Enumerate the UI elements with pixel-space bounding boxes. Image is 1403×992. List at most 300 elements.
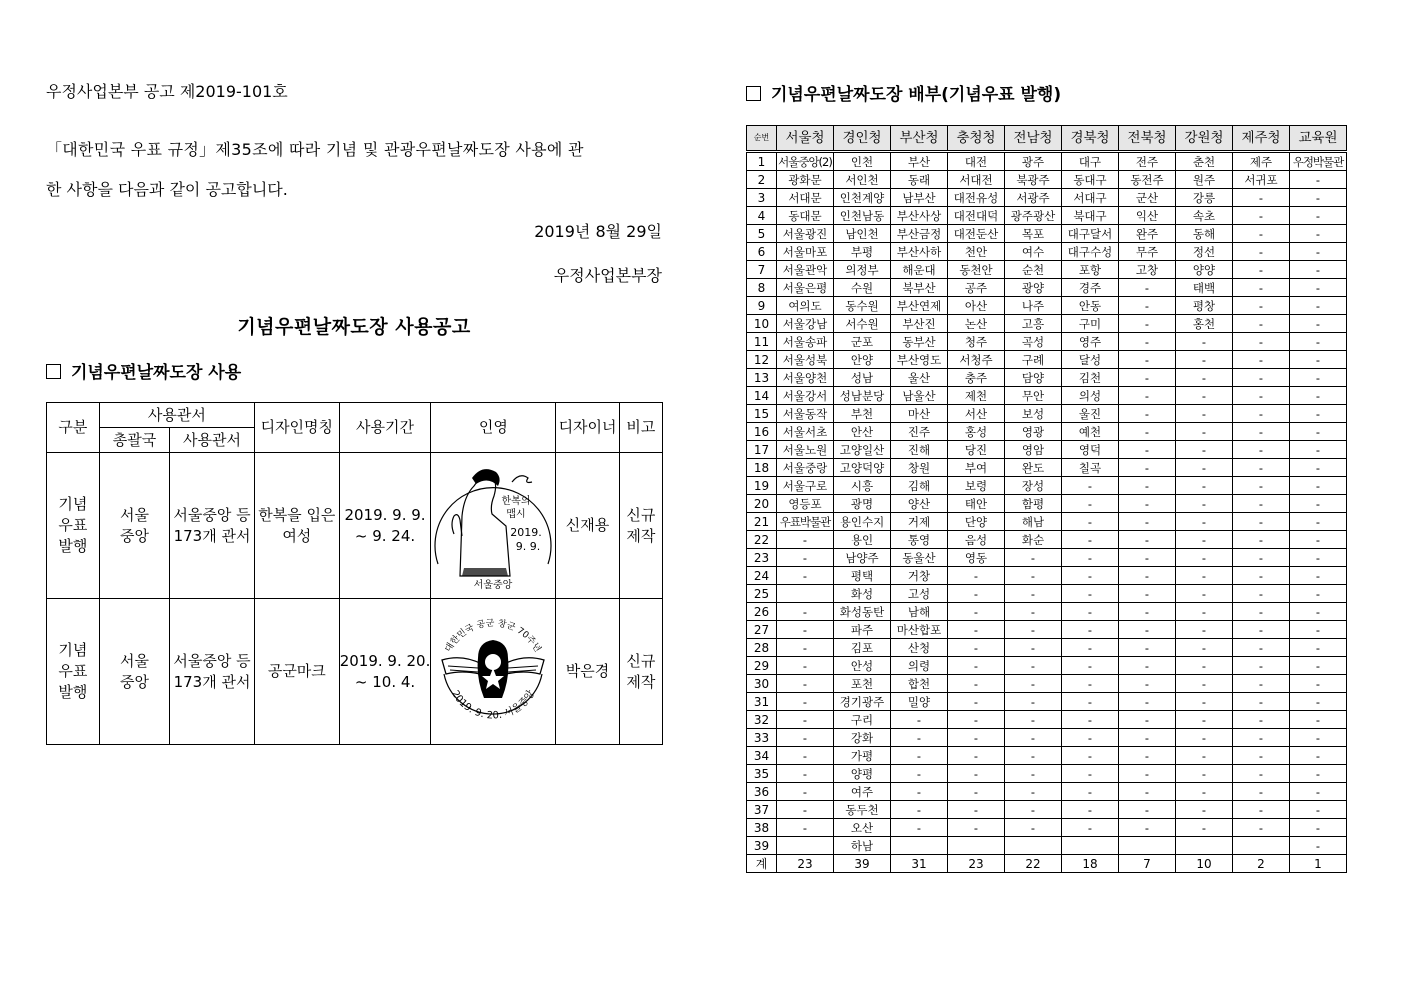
office-cell: 안양 [834, 351, 891, 369]
office-cell: - [1290, 675, 1347, 693]
office-cell: - [1005, 693, 1062, 711]
office-cell: 평택 [834, 567, 891, 585]
office-cell: - [1290, 819, 1347, 837]
office-cell: 함평 [1005, 495, 1062, 513]
office-cell: - [1233, 189, 1290, 207]
office-cell [948, 837, 1005, 855]
seq-cell: 11 [747, 333, 777, 351]
office-cell: - [777, 657, 834, 675]
impression-cell [431, 453, 556, 599]
office-cell: 서대전 [948, 171, 1005, 189]
office-cell: - [1176, 639, 1233, 657]
office-cell: 동천안 [948, 261, 1005, 279]
office-cell: - [1005, 585, 1062, 603]
office-cell: - [1290, 225, 1347, 243]
remark-cell [619, 453, 662, 599]
office-cell: 동해 [1176, 225, 1233, 243]
seq-cell: 5 [747, 225, 777, 243]
office-cell: 부천 [834, 405, 891, 423]
office-cell: - [777, 711, 834, 729]
table-row [747, 603, 1347, 621]
office-cell: - [1290, 387, 1347, 405]
head-office-line: 중앙 [120, 526, 149, 545]
office-cell: - [891, 819, 948, 837]
office-cell: - [1290, 657, 1347, 675]
office-cell: 목포 [1005, 225, 1062, 243]
office-cell: 태백 [1176, 279, 1233, 297]
header-region: 제주청 [1233, 126, 1290, 152]
office-cell: - [1233, 621, 1290, 639]
office-cell [777, 837, 834, 855]
office-cell: 인천계양 [834, 189, 891, 207]
office-cell: 부산금정 [891, 225, 948, 243]
notice-date: 2019년 8월 29일 [534, 222, 662, 241]
office-cell: - [1119, 819, 1176, 837]
seq-cell: 38 [747, 819, 777, 837]
office-cell: 순천 [1005, 261, 1062, 279]
office-cell: 완주 [1119, 225, 1176, 243]
office-cell: - [1290, 243, 1347, 261]
seq-cell: 31 [747, 693, 777, 711]
office-cell: 담양 [1005, 369, 1062, 387]
remark-cell [619, 599, 662, 745]
office-cell: 정선 [1176, 243, 1233, 261]
office-cell: - [777, 801, 834, 819]
office-cell: - [948, 765, 1005, 783]
office-cell: - [1233, 279, 1290, 297]
office-cell: - [1062, 531, 1119, 549]
office-cell: - [1005, 747, 1062, 765]
office-cell: - [948, 801, 1005, 819]
office-cell: 칠곡 [1062, 459, 1119, 477]
office-cell: - [1062, 693, 1119, 711]
office-cell: - [1233, 783, 1290, 801]
office-cell: - [1062, 747, 1119, 765]
office-cell: 논산 [948, 315, 1005, 333]
office-cell: - [1062, 585, 1119, 603]
office-cell: 공주 [948, 279, 1005, 297]
office-cell: - [777, 675, 834, 693]
period-line: 2019. 9. 9. [344, 505, 426, 524]
category-cell [47, 599, 100, 745]
seq-cell: 23 [747, 549, 777, 567]
checkbox-square-icon [46, 364, 61, 379]
category-cell [47, 453, 100, 599]
office-cell: - [1062, 549, 1119, 567]
office-cell: 달성 [1062, 351, 1119, 369]
office-cell: 안성 [834, 657, 891, 675]
office-cell: 서울강서 [777, 387, 834, 405]
design-name-line: 여성 [282, 526, 312, 545]
office-cell: 장성 [1005, 477, 1062, 495]
office-cell: 대전대덕 [948, 207, 1005, 225]
table-row [747, 747, 1347, 765]
office-cell: - [1176, 765, 1233, 783]
office-cell: - [1233, 459, 1290, 477]
office-cell: - [1119, 405, 1176, 423]
office-cell: - [1233, 747, 1290, 765]
header-region: 전남청 [1005, 126, 1062, 152]
office-cell: 창원 [891, 459, 948, 477]
total-count: 22 [1005, 855, 1062, 873]
office-cell: - [1233, 765, 1290, 783]
total-count: 39 [834, 855, 891, 873]
office-cell: - [1233, 729, 1290, 747]
office-cell: - [1062, 657, 1119, 675]
header-period: 사용기간 [339, 403, 431, 453]
office-cell: - [1176, 747, 1233, 765]
office-cell: 의성 [1062, 387, 1119, 405]
office-cell: - [1176, 369, 1233, 387]
office-cell: 태안 [948, 495, 1005, 513]
office-cell: - [1176, 729, 1233, 747]
office-cell: - [1233, 297, 1290, 315]
seq-cell: 36 [747, 783, 777, 801]
category-line: 기념 [58, 641, 88, 659]
period-line: ~ 9. 24. [354, 526, 416, 545]
office-cell [891, 837, 948, 855]
office-cell: 서광주 [1005, 189, 1062, 207]
office-cell: - [1233, 549, 1290, 567]
office-cell: - [1233, 207, 1290, 225]
office-cell: - [1062, 603, 1119, 621]
office-cell: - [891, 729, 948, 747]
office-cell: - [1119, 477, 1176, 495]
office-cell: 대전유성 [948, 189, 1005, 207]
office-cell: - [1062, 621, 1119, 639]
office-cell: 천안 [948, 243, 1005, 261]
office-cell: - [948, 639, 1005, 657]
office-cell: 인천남동 [834, 207, 891, 225]
designer-cell: 박은경 [556, 599, 620, 745]
distribution-section-title [746, 80, 1346, 105]
office-cell: 서귀포 [1233, 171, 1290, 189]
office-cell: 광주 [1005, 152, 1062, 171]
table-row [747, 441, 1347, 459]
table-row [747, 189, 1347, 207]
category-line: 발행 [58, 683, 88, 701]
table-row [747, 459, 1347, 477]
office-cell: 영주 [1062, 333, 1119, 351]
office-cell [1233, 837, 1290, 855]
office-cell: 남울산 [891, 387, 948, 405]
header-region: 부산청 [891, 126, 948, 152]
office-cell: 고양덕양 [834, 459, 891, 477]
office-cell: - [1119, 801, 1176, 819]
office-cell: - [1005, 729, 1062, 747]
table-row [747, 369, 1347, 387]
office-cell: 서울광진 [777, 225, 834, 243]
office-cell: 나주 [1005, 297, 1062, 315]
air-force-emblem-postmark-icon [432, 602, 554, 742]
svg-text:9. 9.: 9. 9. [516, 539, 541, 553]
office-cell: - [1062, 639, 1119, 657]
table-row [747, 207, 1347, 225]
office-cell: - [1062, 783, 1119, 801]
designer-cell: 신재용 [556, 453, 620, 599]
office-cell: - [1005, 675, 1062, 693]
office-cell: 우정박물관 [1290, 152, 1347, 171]
office-cell: 여주 [834, 783, 891, 801]
office-cell: - [1062, 567, 1119, 585]
office-cell: - [777, 567, 834, 585]
office-cell: - [1119, 315, 1176, 333]
seq-cell: 32 [747, 711, 777, 729]
office-cell: 남부산 [891, 189, 948, 207]
office-cell: - [1290, 171, 1347, 189]
office-cell: 성남 [834, 369, 891, 387]
office-cell: - [1290, 639, 1347, 657]
office-cell: - [1119, 549, 1176, 567]
office-cell: - [1119, 675, 1176, 693]
office-cell: 화성 [834, 585, 891, 603]
distribution-header-row [747, 126, 1347, 152]
office-cell: 북대구 [1062, 207, 1119, 225]
total-count: 7 [1119, 855, 1176, 873]
office-cell: - [1290, 423, 1347, 441]
office-cell: - [1119, 333, 1176, 351]
office-cell: - [891, 783, 948, 801]
svg-text:한복의: 한복의 [501, 495, 531, 507]
office-cell: - [1119, 279, 1176, 297]
office-cell: 김해 [891, 477, 948, 495]
office-cell: - [777, 603, 834, 621]
office-cell: - [1233, 369, 1290, 387]
office-cell: 오산 [834, 819, 891, 837]
office-cell: 진주 [891, 423, 948, 441]
table-row [747, 837, 1347, 855]
office-cell: - [1233, 585, 1290, 603]
office-cell: - [891, 711, 948, 729]
office-cell: 당진 [948, 441, 1005, 459]
office-cell: - [1062, 819, 1119, 837]
office-cell: 파주 [834, 621, 891, 639]
office-cell [1062, 837, 1119, 855]
office-cell: 울산 [891, 369, 948, 387]
header-region: 서울청 [777, 126, 834, 152]
office-cell: - [891, 765, 948, 783]
svg-text:2019.: 2019. [510, 525, 543, 539]
office-cell: - [1233, 495, 1290, 513]
design-name-cell [254, 599, 339, 745]
table-row [747, 621, 1347, 639]
office-cell: 하남 [834, 837, 891, 855]
table-row [747, 657, 1347, 675]
office-cell: - [777, 747, 834, 765]
office-cell: 화순 [1005, 531, 1062, 549]
table-row [747, 261, 1347, 279]
header-impression: 인영 [431, 403, 556, 453]
total-label: 계 [747, 855, 777, 873]
office-cell: 서울관악 [777, 261, 834, 279]
office-cell: 시흥 [834, 477, 891, 495]
remark-line: 제작 [626, 672, 656, 691]
office-cell: 동전주 [1119, 171, 1176, 189]
office-cell: - [777, 549, 834, 567]
category-line: 발행 [58, 537, 88, 555]
office-cell: 부평 [834, 243, 891, 261]
office-cell: 인천 [834, 152, 891, 171]
header-region: 충청청 [948, 126, 1005, 152]
table-row [747, 783, 1347, 801]
office-cell: - [948, 729, 1005, 747]
seq-cell: 4 [747, 207, 777, 225]
table-row [747, 152, 1347, 171]
office-cell: - [1290, 837, 1347, 855]
office-cell: 의령 [891, 657, 948, 675]
office-cell: - [1176, 801, 1233, 819]
office-cell: 아산 [948, 297, 1005, 315]
table-row [747, 729, 1347, 747]
office-cell: 산청 [891, 639, 948, 657]
office-cell: 서대구 [1062, 189, 1119, 207]
office-cell: - [1119, 351, 1176, 369]
office-cell: 남해 [891, 603, 948, 621]
office-cell: 대구 [1062, 152, 1119, 171]
seq-cell: 28 [747, 639, 777, 657]
office-cell: 강릉 [1176, 189, 1233, 207]
notice-body-line-1: 「대한민국 우표 규정」제35조에 따라 기념 및 관광우편날짜도장 사용에 관 [46, 140, 584, 159]
period-line: 2019. 9. 20. [339, 651, 431, 670]
usage-row [47, 599, 663, 745]
distribution-panel [746, 80, 1346, 873]
office-cell: 양산 [891, 495, 948, 513]
table-row [747, 567, 1347, 585]
impression-cell [431, 599, 556, 745]
table-row [747, 387, 1347, 405]
usage-row [47, 453, 663, 599]
office-cell: - [1233, 315, 1290, 333]
head-office-cell [99, 599, 169, 745]
office-cell: 고흥 [1005, 315, 1062, 333]
seq-cell: 34 [747, 747, 777, 765]
office-cell: - [1005, 801, 1062, 819]
office-cell: 북광주 [1005, 171, 1062, 189]
remark-line: 제작 [626, 526, 656, 545]
office-cell: - [1119, 297, 1176, 315]
office-cell: - [1290, 369, 1347, 387]
seq-cell: 12 [747, 351, 777, 369]
head-office-line: 서울 [120, 505, 149, 524]
office-cell: 광주광산 [1005, 207, 1062, 225]
office-cell: - [1176, 513, 1233, 531]
office-cell: 구례 [1005, 351, 1062, 369]
office-cell: 부산연제 [891, 297, 948, 315]
office-cell: 서인천 [834, 171, 891, 189]
office-cell: - [1290, 279, 1347, 297]
office-cell: 합천 [891, 675, 948, 693]
office-cell: 동대구 [1062, 171, 1119, 189]
office-cell: - [1233, 819, 1290, 837]
office-cell: 성남분당 [834, 387, 891, 405]
office-cell: 양평 [834, 765, 891, 783]
office-cell: - [1176, 351, 1233, 369]
office-cell: 동대문 [777, 207, 834, 225]
header-offices-group: 사용관서 [99, 403, 254, 428]
office-cell: 영등포 [777, 495, 834, 513]
office-cell: 부산사상 [891, 207, 948, 225]
offices-line: 서울중앙 등 [173, 651, 251, 670]
office-cell: - [1233, 513, 1290, 531]
table-row [747, 351, 1347, 369]
office-cell: 김포 [834, 639, 891, 657]
category-line: 기념 [58, 495, 88, 513]
seq-cell: 33 [747, 729, 777, 747]
office-cell: 예천 [1062, 423, 1119, 441]
total-count: 2 [1233, 855, 1290, 873]
office-cell: - [1233, 603, 1290, 621]
office-cell: 진해 [891, 441, 948, 459]
office-cell: 고성 [891, 585, 948, 603]
hanbok-woman-postmark-icon [432, 456, 554, 596]
office-cell: - [948, 819, 1005, 837]
seq-cell: 8 [747, 279, 777, 297]
office-cell: 거제 [891, 513, 948, 531]
seq-cell: 25 [747, 585, 777, 603]
office-cell: - [948, 585, 1005, 603]
office-cell: - [1290, 801, 1347, 819]
office-cell: - [1290, 621, 1347, 639]
seq-cell: 26 [747, 603, 777, 621]
office-cell: - [1290, 531, 1347, 549]
svg-text:서울중앙: 서울중앙 [474, 579, 513, 591]
seq-cell: 14 [747, 387, 777, 405]
office-cell: - [1062, 765, 1119, 783]
office-cell: - [1233, 693, 1290, 711]
office-cell: - [1005, 621, 1062, 639]
head-office-line: 중앙 [120, 672, 149, 691]
office-cell: 서수원 [834, 315, 891, 333]
period-cell [339, 599, 431, 745]
office-cell: - [1290, 459, 1347, 477]
office-cell: - [1176, 567, 1233, 585]
office-cell: 영덕 [1062, 441, 1119, 459]
notice-signer: 우정사업본부장 [553, 266, 662, 285]
office-cell: 영동 [948, 549, 1005, 567]
office-cell: 경주 [1062, 279, 1119, 297]
office-cell: - [1290, 567, 1347, 585]
office-cell: - [948, 711, 1005, 729]
office-cell: - [1290, 297, 1347, 315]
office-cell: - [777, 729, 834, 747]
table-row [747, 801, 1347, 819]
seq-cell: 27 [747, 621, 777, 639]
office-cell: - [1233, 657, 1290, 675]
total-count: 1 [1290, 855, 1347, 873]
table-row [747, 423, 1347, 441]
office-cell: 용인수지 [834, 513, 891, 531]
category-line: 우표 [58, 516, 88, 534]
office-cell: - [1290, 405, 1347, 423]
seq-cell: 39 [747, 837, 777, 855]
office-cell: 고양일산 [834, 441, 891, 459]
office-cell: - [1290, 477, 1347, 495]
office-cell: 화성동탄 [834, 603, 891, 621]
office-cell: 수원 [834, 279, 891, 297]
office-cell: - [1233, 225, 1290, 243]
office-cell: - [777, 819, 834, 837]
office-cell: - [1233, 639, 1290, 657]
office-cell: - [1233, 261, 1290, 279]
offices-cell [170, 453, 255, 599]
office-cell: - [948, 675, 1005, 693]
office-cell: - [1290, 765, 1347, 783]
office-cell: - [1176, 711, 1233, 729]
office-cell: - [1290, 549, 1347, 567]
header-region: 전북청 [1119, 126, 1176, 152]
office-cell: 대전둔산 [948, 225, 1005, 243]
office-cell: 포항 [1062, 261, 1119, 279]
